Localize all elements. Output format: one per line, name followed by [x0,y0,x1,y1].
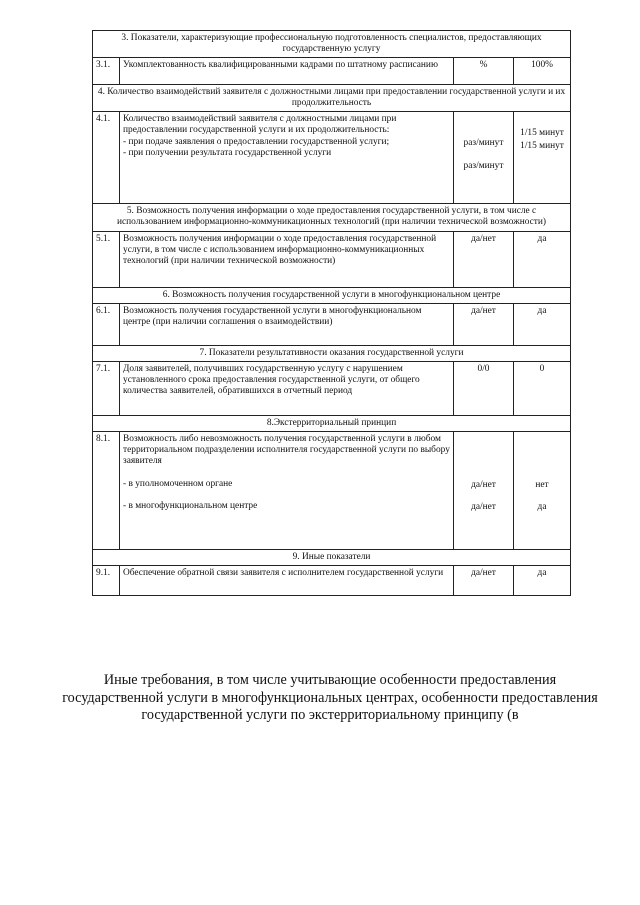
value-cell [514,112,571,204]
indicator-value: нет [535,479,549,490]
table-row [93,565,571,595]
indicator-text: Обеспечение обратной связи заявителя с исполнителем государственной услуги [120,565,454,595]
section-4-title: 4. Количество взаимодействий заявителя с должностными лицами при предоставлении государственной услуги и их продолжительность [93,85,571,112]
section-9-title: 9. Иные показатели [93,549,571,565]
value-cell: 0 [514,361,571,415]
body-paragraph: Иные требования, в том числе учитывающие особенности предоставления государственной услуги в многофункциональных центрах, особенности предоставления государственной услуги по экстерриториальному принципу (в [62,672,598,723]
unit-value: раз/минут [463,138,504,149]
row-number: 8.1. [93,431,120,549]
quality-indicators-table [92,30,571,596]
section-8-title: 8.Экстерриториальный принцип [93,415,571,431]
section-3-row [93,31,571,58]
section-7-title: 7. Показатели результативности оказания государственной услуги [93,345,571,361]
section-4-row [93,85,571,112]
section-5-row [93,204,571,231]
indicator-value: 1/15 минут [520,128,564,139]
row-number: 4.1. [93,112,120,204]
indicator-text-main: Возможность либо невозможность получения государственной услуги в любом территориальном подразделении исполнителя государственной услуги по выбору заявителя [123,433,450,467]
section-5-title: 5. Возможность получения информации о ходе предоставления государственной услуги, в том числе с использованием информационно-коммуникационных технологий (при наличии технической возможности) [93,204,571,231]
indicator-text [120,431,454,549]
row-number: 3.1. [93,58,120,85]
section-9-row [93,549,571,565]
indicator-text-line: - при получении результата государственной услуги [123,147,332,158]
section-6-title: 6. Возможность получения государственной услуги в многофункциональном центре [93,287,571,303]
value-cell [514,431,571,549]
section-7-row [93,345,571,361]
indicator-text: Возможность получения информации о ходе предоставления государственной услуги, в том числе с использованием информационно-коммуникационных технологий (при наличии технической возможности) [120,231,454,287]
unit-cell: 0/0 [454,361,514,415]
table-row [93,58,571,85]
table-row [93,231,571,287]
unit-cell: % [454,58,514,85]
unit-value: да/нет [471,479,496,490]
unit-value: да/нет [471,501,496,512]
indicator-text: Возможность получения государственной услуги в многофункциональном центре (при наличии соглашения о взаимодействии) [120,303,454,345]
value-cell: да [514,303,571,345]
unit-cell: да/нет [454,303,514,345]
indicator-text-line: - при подаче заявления о предоставлении государственной услуги; [123,136,390,147]
value-cell: да [514,565,571,595]
table-row [93,303,571,345]
indicator-subitem: - в уполномоченном органе [123,479,233,490]
indicator-text [120,112,454,204]
unit-cell [454,431,514,549]
unit-cell [454,112,514,204]
value-cell: 100% [514,58,571,85]
section-6-row [93,287,571,303]
table-row [93,431,571,549]
section-3-title: 3. Показатели, характеризующие профессиональную подготовленность специалистов, предоставляющих государственную услугу [93,31,571,58]
table-row [93,361,571,415]
indicator-value: 1/15 минут [520,141,564,152]
indicator-subitem: - в многофункциональном центре [123,501,258,512]
unit-cell: да/нет [454,565,514,595]
section-8-row [93,415,571,431]
value-cell: да [514,231,571,287]
indicator-text: Доля заявителей, получивших государственную услугу с нарушением установленного срока предоставления государственной услуги, от общего количества заявителей, обратившихся в отчетный период [120,361,454,415]
indicator-text-line: Количество взаимодействий заявителя с должностными лицами при предоставлении государственной услуги и их продолжительность: [123,114,397,136]
row-number: 6.1. [93,303,120,345]
row-number: 7.1. [93,361,120,415]
row-number: 5.1. [93,231,120,287]
unit-value: раз/минут [463,161,504,172]
row-number: 9.1. [93,565,120,595]
unit-cell: да/нет [454,231,514,287]
indicator-text: Укомплектованность квалифицированными кадрами по штатному расписанию [120,58,454,85]
table-row [93,112,571,204]
indicator-value: да [537,501,547,512]
